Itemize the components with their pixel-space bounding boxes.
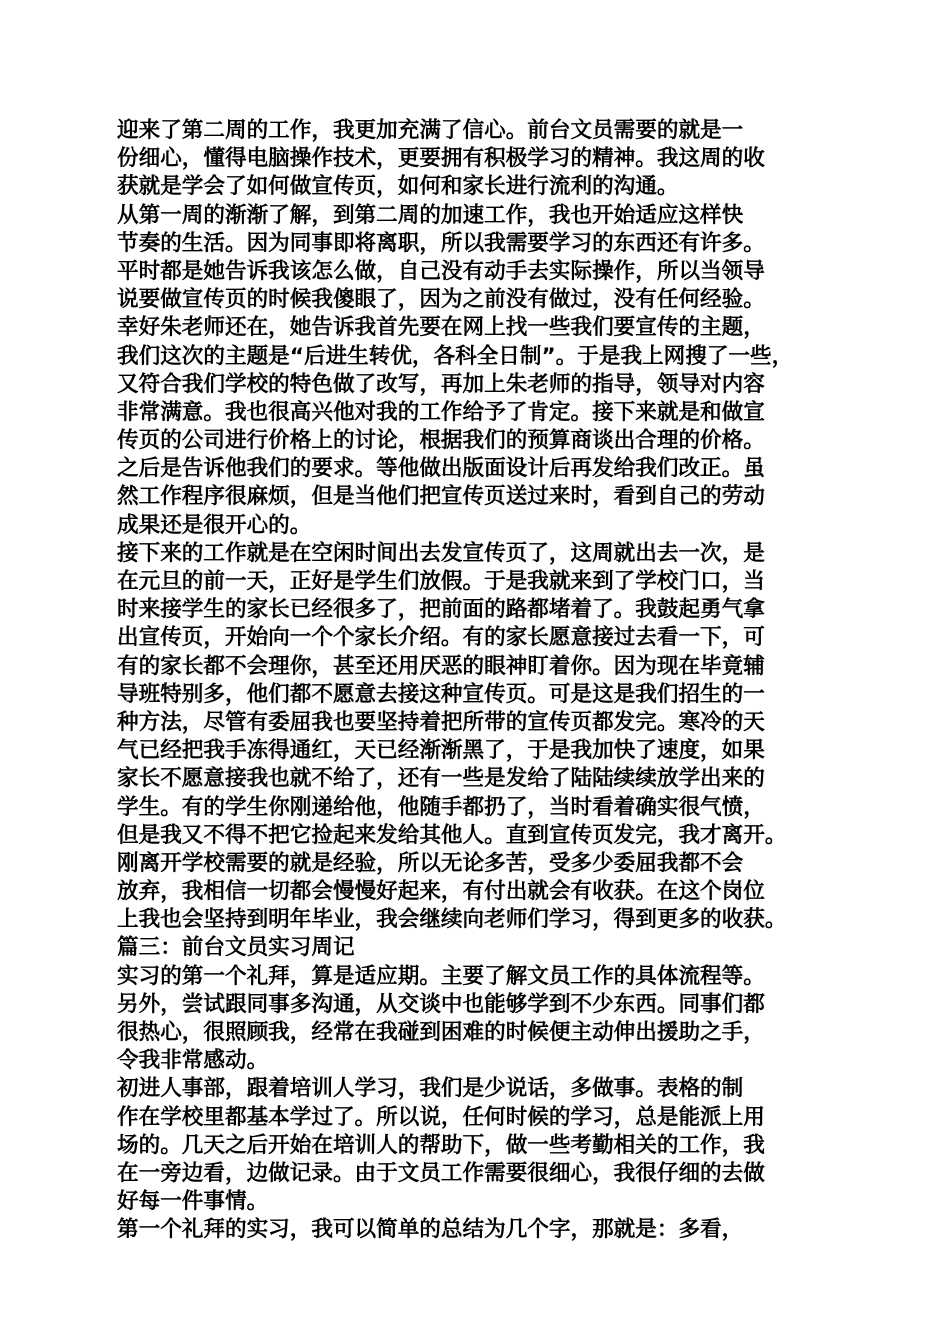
- text-line: 出宣传页，开始向一个个家长介绍。有的家长愿意接过去看一下，可: [117, 625, 765, 651]
- text-line: 初进人事部，跟着培训人学习，我们是少说话，多做事。表格的制: [117, 1076, 744, 1102]
- text-line: 接下来的工作就是在空闲时间出去发宣传页了，这周就出去一次，是: [117, 540, 765, 566]
- text-line: 导班特别多，他们都不愿意去接这种宣传页。可是这是我们招生的一: [117, 681, 765, 707]
- text-line: 种方法，尽管有委屈我也要坚持着把所带的宣传页都发完。寒冷的天: [117, 709, 765, 735]
- text-line: 迎来了第二周的工作，我更加充满了信心。前台文员需要的就是一: [117, 118, 744, 143]
- text-line: 非常满意。我也很高兴他对我的工作给予了肯定。接下来就是和做宣: [117, 399, 765, 425]
- text-line: 另外，尝试跟同事多沟通，从交谈中也能够学到不少东西。同事们都: [117, 991, 765, 1017]
- text-line: 作在学校里都基本学过了。所以说，任何时候的学习，总是能派上用: [117, 1104, 765, 1130]
- text-line: 又符合我们学校的特色做了改写，再加上朱老师的指导，领导对内容: [117, 371, 765, 397]
- text-line: 场的。几天之后开始在培训人的帮助下，做一些考勤相关的工作，我: [117, 1132, 765, 1158]
- text-line: 传页的公司进行价格上的讨论，根据我们的预算商谈出合理的价格。: [117, 428, 765, 454]
- text-line: 之后是告诉他我们的要求。等他做出版面设计后再发给我们改正。虽: [117, 456, 765, 482]
- text-line: 令我非常感动。: [117, 1048, 269, 1074]
- text-line: 好每一件事情。: [117, 1189, 269, 1215]
- text-line: 然工作程序很麻烦，但是当他们把宣传页送过来时，看到自己的劳动: [117, 484, 765, 510]
- text-line: 实习的第一个礼拜，算是适应期。主要了解文员工作的具体流程等。: [117, 963, 765, 989]
- text-line: 刚离开学校需要的就是经验，所以无论多苦，受多少委屈我都不会: [117, 850, 744, 876]
- text-line: 成果还是很开心的。: [117, 512, 312, 538]
- section-heading: 篇三：前台文员实习周记: [117, 935, 355, 961]
- text-line: 上我也会坚持到明年毕业，我会继续向老师们学习，得到更多的收获。: [117, 907, 787, 933]
- text-line: 学生。有的学生你刚递给他，他随手都扔了，当时看着确实很气愤，: [117, 794, 765, 820]
- text-line: 在元旦的前一天，正好是学生们放假。于是我就来到了学校门口，当: [117, 569, 765, 594]
- text-line: 在一旁边看，边做记录。由于文员工作需要很细心，我很仔细的去做: [117, 1160, 765, 1186]
- text-line: 平时都是她告诉我该怎么做，自己没有动手去实际操作，所以当领导: [117, 258, 765, 284]
- document-body-text: [117, 117, 847, 1245]
- text-line: 幸好朱老师还在，她告诉我首先要在网上找一些我们要宣传的主题，: [117, 315, 765, 341]
- text-line: 很热心，很照顾我，经常在我碰到困难的时候便主动伸出援助之手，: [117, 1020, 765, 1045]
- text-line: 节奏的生活。因为同事即将离职，所以我需要学习的东西还有许多。: [117, 230, 765, 256]
- text-line: 气已经把我手冻得通红，天已经渐渐黑了，于是我加快了速度，如果: [117, 738, 765, 764]
- text-line: 家长不愿意接我也就不给了，还有一些是发给了陆陆续续放学出来的: [117, 766, 765, 792]
- text-line: 但是我又不得不把它捡起来发给其他人。直到宣传页发完，我才离开。: [117, 822, 787, 848]
- text-line: 获就是学会了如何做宣传页，如何和家长进行流利的沟通。: [117, 174, 679, 200]
- text-line: 份细心，懂得电脑操作技术，更要拥有积极学习的精神。我这周的收: [117, 146, 765, 172]
- text-line: 说要做宣传页的时候我傻眼了，因为之前没有做过，没有任何经验。: [117, 287, 765, 313]
- text-line: 从第一周的渐渐了解，到第二周的加速工作，我也开始适应这样快: [117, 202, 744, 228]
- text-line: 放弃，我相信一切都会慢慢好起来，有付出就会有收获。在这个岗位: [117, 879, 765, 905]
- text-line: 有的家长都不会理你，甚至还用厌恶的眼神盯着你。因为现在毕竟辅: [117, 653, 765, 679]
- text-line: 第一个礼拜的实习，我可以简单的总结为几个字，那就是：多看，: [117, 1217, 744, 1243]
- text-line: 时来接学生的家长已经很多了，把前面的路都堵着了。我鼓起勇气拿: [117, 597, 765, 623]
- text-line: 我们这次的主题是“后进生转优，各科全日制”。于是我上网搜了一些，: [117, 343, 794, 369]
